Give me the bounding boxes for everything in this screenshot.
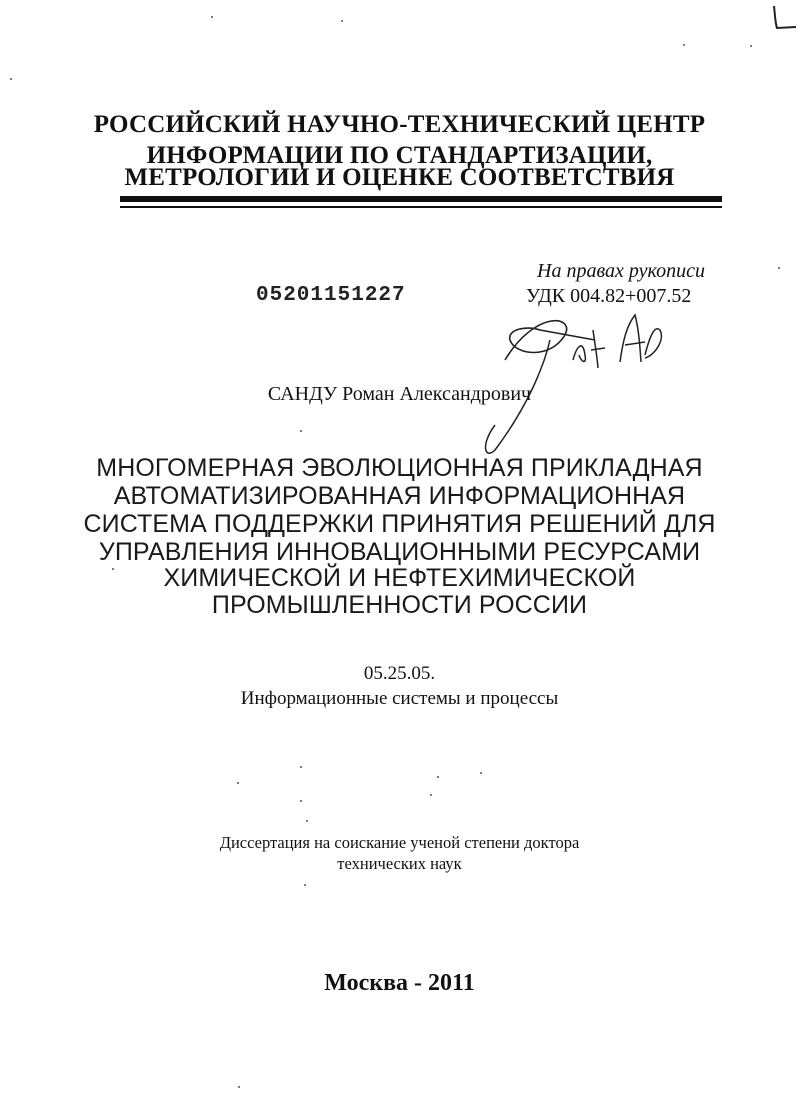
specialty-code: 05.25.05. <box>363 663 436 684</box>
scan-speck <box>300 800 302 802</box>
title-line-2: АВТОМАТИЗИРОВАННАЯ ИНФОРМАЦИОННАЯ <box>113 482 686 510</box>
dissertation-line-2: технических наук <box>337 854 462 873</box>
city-year: Москва - 2011 <box>324 970 475 996</box>
scan-speck <box>341 20 343 22</box>
title-line-3: СИСТЕМА ПОДДЕРЖКИ ПРИНЯТИЯ РЕШЕНИЙ ДЛЯ <box>83 510 716 538</box>
scan-speck <box>437 776 439 778</box>
org-line-1: РОССИЙСКИЙ НАУЧНО-ТЕХНИЧЕСКИЙ ЦЕНТР <box>93 111 706 138</box>
scan-speck <box>304 884 306 886</box>
org-line-2: ИНФОРМАЦИИ ПО СТАНДАРТИЗАЦИИ, <box>146 142 653 169</box>
scan-speck <box>750 45 752 47</box>
header-rule-thick <box>120 196 722 202</box>
scan-speck <box>238 1086 240 1088</box>
scan-speck <box>480 772 482 774</box>
title-line-1: МНОГОМЕРНАЯ ЭВОЛЮЦИОННАЯ ПРИКЛАДНАЯ <box>96 454 703 482</box>
scan-speck <box>306 820 308 822</box>
corner-mark <box>768 4 798 34</box>
signature <box>455 300 685 460</box>
scan-speck <box>211 16 213 18</box>
specialty-name: Информационные системы и процессы <box>240 688 559 709</box>
dissertation-line-1: Диссертация на соискание ученой степени доктора <box>219 833 580 852</box>
scan-speck <box>112 568 114 570</box>
scan-speck <box>300 766 302 768</box>
scan-speck <box>10 78 12 80</box>
scan-speck <box>237 782 239 784</box>
title-line-6: ПРОМЫШЛЕННОСТИ РОССИИ <box>211 591 588 619</box>
rights-note: На правах рукописи <box>537 260 705 282</box>
serial-number: 05201151227 <box>256 284 406 307</box>
udc-code: УДК 004.82+007.52 <box>526 285 692 307</box>
scan-speck <box>683 44 685 46</box>
title-line-4: УПРАВЛЕНИЯ ИННОВАЦИОННЫМИ РЕСУРСАМИ <box>98 538 701 566</box>
scan-speck <box>778 267 780 269</box>
author-name: САНДУ Роман Александрович <box>267 383 532 405</box>
title-line-5: ХИМИЧЕСКОЙ И НЕФТЕХИМИЧЕСКОЙ <box>163 564 636 592</box>
org-line-3: МЕТРОЛОГИИ И ОЦЕНКЕ СООТВЕТСТВИЯ <box>124 164 675 191</box>
scan-speck <box>300 430 302 432</box>
scan-speck <box>430 794 432 796</box>
header-rule-thin <box>120 206 722 208</box>
